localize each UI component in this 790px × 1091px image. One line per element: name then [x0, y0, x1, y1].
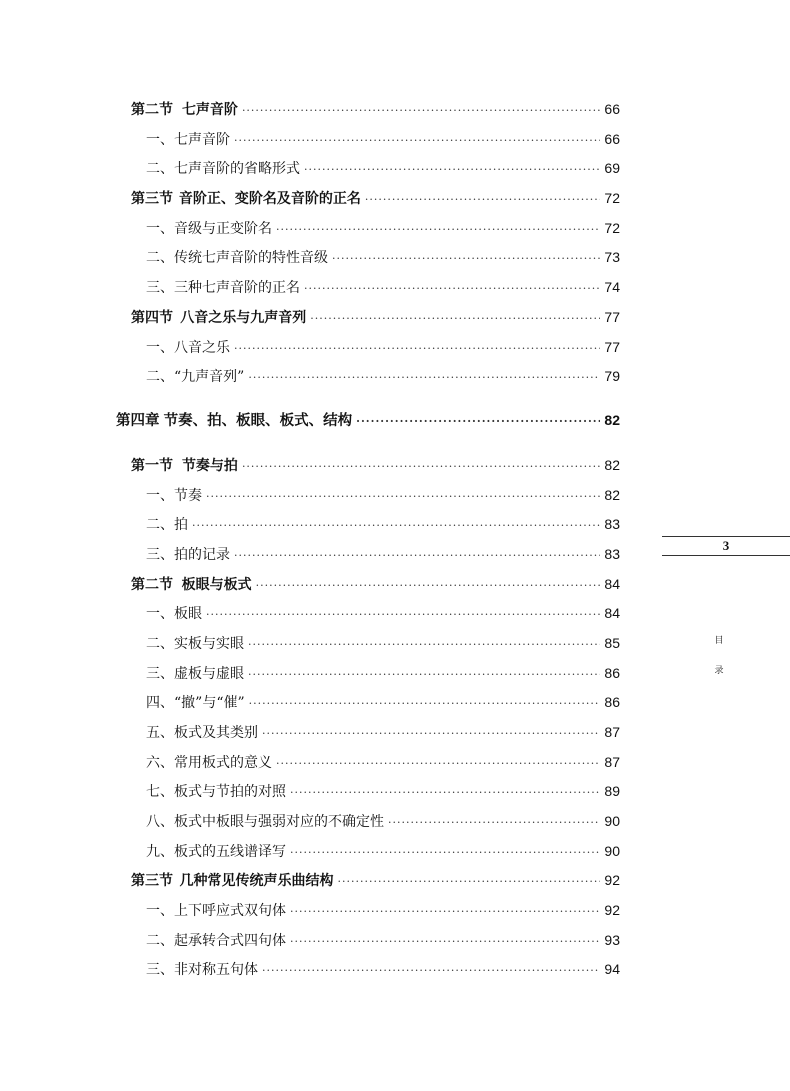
chapter-number: 第四章 [116, 412, 160, 429]
toc-entry-item[interactable] [146, 159, 620, 179]
dot-leader [290, 903, 600, 921]
toc-entry-item[interactable] [146, 693, 620, 713]
page-number: 73 [604, 249, 620, 265]
toc-entry-item[interactable] [146, 338, 620, 358]
dot-leader [304, 161, 600, 179]
page-number: 87 [604, 724, 620, 740]
item-title: 四、“撤”与“催” [146, 695, 245, 711]
page-number: 66 [604, 131, 620, 147]
toc-entry-section[interactable] [131, 100, 620, 120]
toc-entry-item[interactable] [146, 842, 620, 862]
page-number: 92 [604, 872, 620, 888]
item-title: 一、节奏 [146, 488, 202, 504]
toc-entry-item[interactable] [146, 812, 620, 832]
item-title: 二、七声音阶的省略形式 [146, 161, 300, 177]
page-number: 90 [604, 813, 620, 829]
page-number: 77 [604, 339, 620, 355]
page-number: 94 [604, 961, 620, 977]
dot-leader [206, 606, 600, 624]
item-title: 一、音级与正变阶名 [146, 221, 272, 237]
dot-leader [290, 933, 600, 951]
dot-leader [276, 221, 600, 239]
dot-leader [234, 340, 600, 358]
toc-entry-item[interactable] [146, 664, 620, 684]
page-number: 83 [604, 546, 620, 562]
divider [662, 555, 790, 556]
toc-entry-item[interactable] [146, 901, 620, 921]
dot-leader [248, 636, 600, 654]
dot-leader [248, 369, 600, 387]
toc-entry-chapter[interactable] [116, 411, 620, 431]
page-number: 72 [604, 190, 620, 206]
page-number-tab [662, 536, 790, 556]
section-title: 几种常见传统声乐曲结构 [179, 873, 334, 889]
page-number: 93 [604, 932, 620, 948]
item-title: 五、板式及其类别 [146, 725, 258, 741]
toc-entry-item[interactable] [146, 248, 620, 268]
page-number: 85 [604, 635, 620, 651]
item-title: 三、非对称五句体 [146, 962, 258, 978]
page-number: 83 [604, 516, 620, 532]
section-number: 第四节 [131, 310, 173, 326]
item-title: 一、七声音阶 [146, 132, 230, 148]
item-title: 六、常用板式的意义 [146, 755, 272, 771]
item-title: 三、虚板与虚眼 [146, 666, 244, 682]
toc-entry-item[interactable] [146, 486, 620, 506]
page-number: 90 [604, 843, 620, 859]
item-title: 七、板式与节拍的对照 [146, 784, 286, 800]
toc-entry-section[interactable] [131, 871, 620, 891]
page-number: 82 [604, 412, 620, 428]
page-number: 69 [604, 160, 620, 176]
page-number: 86 [604, 665, 620, 681]
dot-leader [290, 784, 600, 802]
running-head-vertical [713, 626, 725, 686]
dot-leader [262, 725, 600, 743]
page-number: 84 [604, 576, 620, 592]
page-number: 82 [604, 457, 620, 473]
item-title: 二、实板与实眼 [146, 636, 244, 652]
running-head-char: 录 [714, 666, 724, 676]
toc-entry-item[interactable] [146, 634, 620, 654]
dot-leader [256, 577, 600, 595]
toc-entry-item[interactable] [146, 604, 620, 624]
dot-leader [290, 844, 600, 862]
dot-leader [234, 547, 600, 565]
toc-entry-item[interactable] [146, 130, 620, 150]
divider [662, 536, 790, 537]
page-number: 86 [604, 694, 620, 710]
toc-entry-item[interactable] [146, 753, 620, 773]
toc-entry-item[interactable] [146, 545, 620, 565]
item-title: 三、三种七声音阶的正名 [146, 280, 300, 296]
item-title: 二、拍 [146, 517, 188, 533]
page-number: 77 [604, 309, 620, 325]
item-title: 一、板眼 [146, 606, 202, 622]
dot-leader [248, 666, 600, 684]
folio-number: 3 [722, 538, 730, 553]
dot-leader [388, 814, 600, 832]
toc-entry-item[interactable] [146, 367, 620, 387]
item-title: 一、八音之乐 [146, 340, 230, 356]
toc-entry-item[interactable] [146, 782, 620, 802]
item-title: 三、拍的记录 [146, 547, 230, 563]
dot-leader [356, 413, 600, 431]
toc-entry-section[interactable] [131, 575, 620, 595]
toc-entry-item[interactable] [146, 960, 620, 980]
section-title: 板眼与板式 [181, 577, 252, 593]
toc-entry-item[interactable] [146, 515, 620, 535]
dot-leader [242, 102, 600, 120]
running-head-char: 目 [714, 636, 724, 646]
toc-entry-item[interactable] [146, 278, 620, 298]
item-title: 二、“九声音列” [146, 369, 245, 385]
page-number: 74 [604, 279, 620, 295]
section-number: 第一节 [131, 458, 173, 474]
page-number: 79 [604, 368, 620, 384]
dot-leader [276, 755, 600, 773]
dot-leader [234, 132, 600, 150]
toc-entry-item[interactable] [146, 931, 620, 951]
page-number: 89 [604, 783, 620, 799]
item-title: 二、传统七声音阶的特性音级 [146, 250, 328, 266]
toc-entry-section[interactable] [131, 308, 620, 328]
page-number: 66 [604, 101, 620, 117]
section-title: 节奏与拍 [181, 458, 238, 474]
dot-leader [304, 280, 600, 298]
item-title: 二、起承转合式四句体 [146, 933, 286, 949]
dot-leader [338, 873, 600, 891]
section-number: 第三节 [131, 191, 173, 207]
section-title: 音阶正、变阶名及音阶的正名 [178, 191, 361, 207]
item-title: 一、上下呼应式双句体 [146, 903, 286, 919]
section-number: 第三节 [131, 873, 173, 889]
page-number: 92 [604, 902, 620, 918]
section-title: 七声音阶 [181, 102, 238, 118]
section-title: 八音之乐与九声音列 [180, 310, 307, 326]
toc-entry-item[interactable] [146, 219, 620, 239]
toc-entry-section[interactable] [131, 189, 620, 209]
dot-leader [365, 191, 600, 209]
dot-leader [192, 517, 600, 535]
dot-leader [249, 695, 600, 713]
page-number: 87 [604, 754, 620, 770]
toc-entry-item[interactable] [146, 723, 620, 743]
dot-leader [242, 458, 600, 476]
dot-leader [262, 962, 600, 980]
dot-leader [310, 310, 600, 328]
section-number: 第二节 [131, 102, 173, 118]
section-number: 第二节 [131, 577, 173, 593]
item-title: 九、板式的五线谱译写 [146, 844, 286, 860]
page-number: 72 [604, 220, 620, 236]
dot-leader [332, 250, 600, 268]
toc-entry-section[interactable] [131, 456, 620, 476]
item-title: 八、板式中板眼与强弱对应的不确定性 [146, 814, 384, 830]
page-number: 82 [604, 487, 620, 503]
page-number: 84 [604, 605, 620, 621]
chapter-title: 节奏、拍、板眼、板式、结构 [163, 412, 353, 429]
dot-leader [206, 488, 600, 506]
